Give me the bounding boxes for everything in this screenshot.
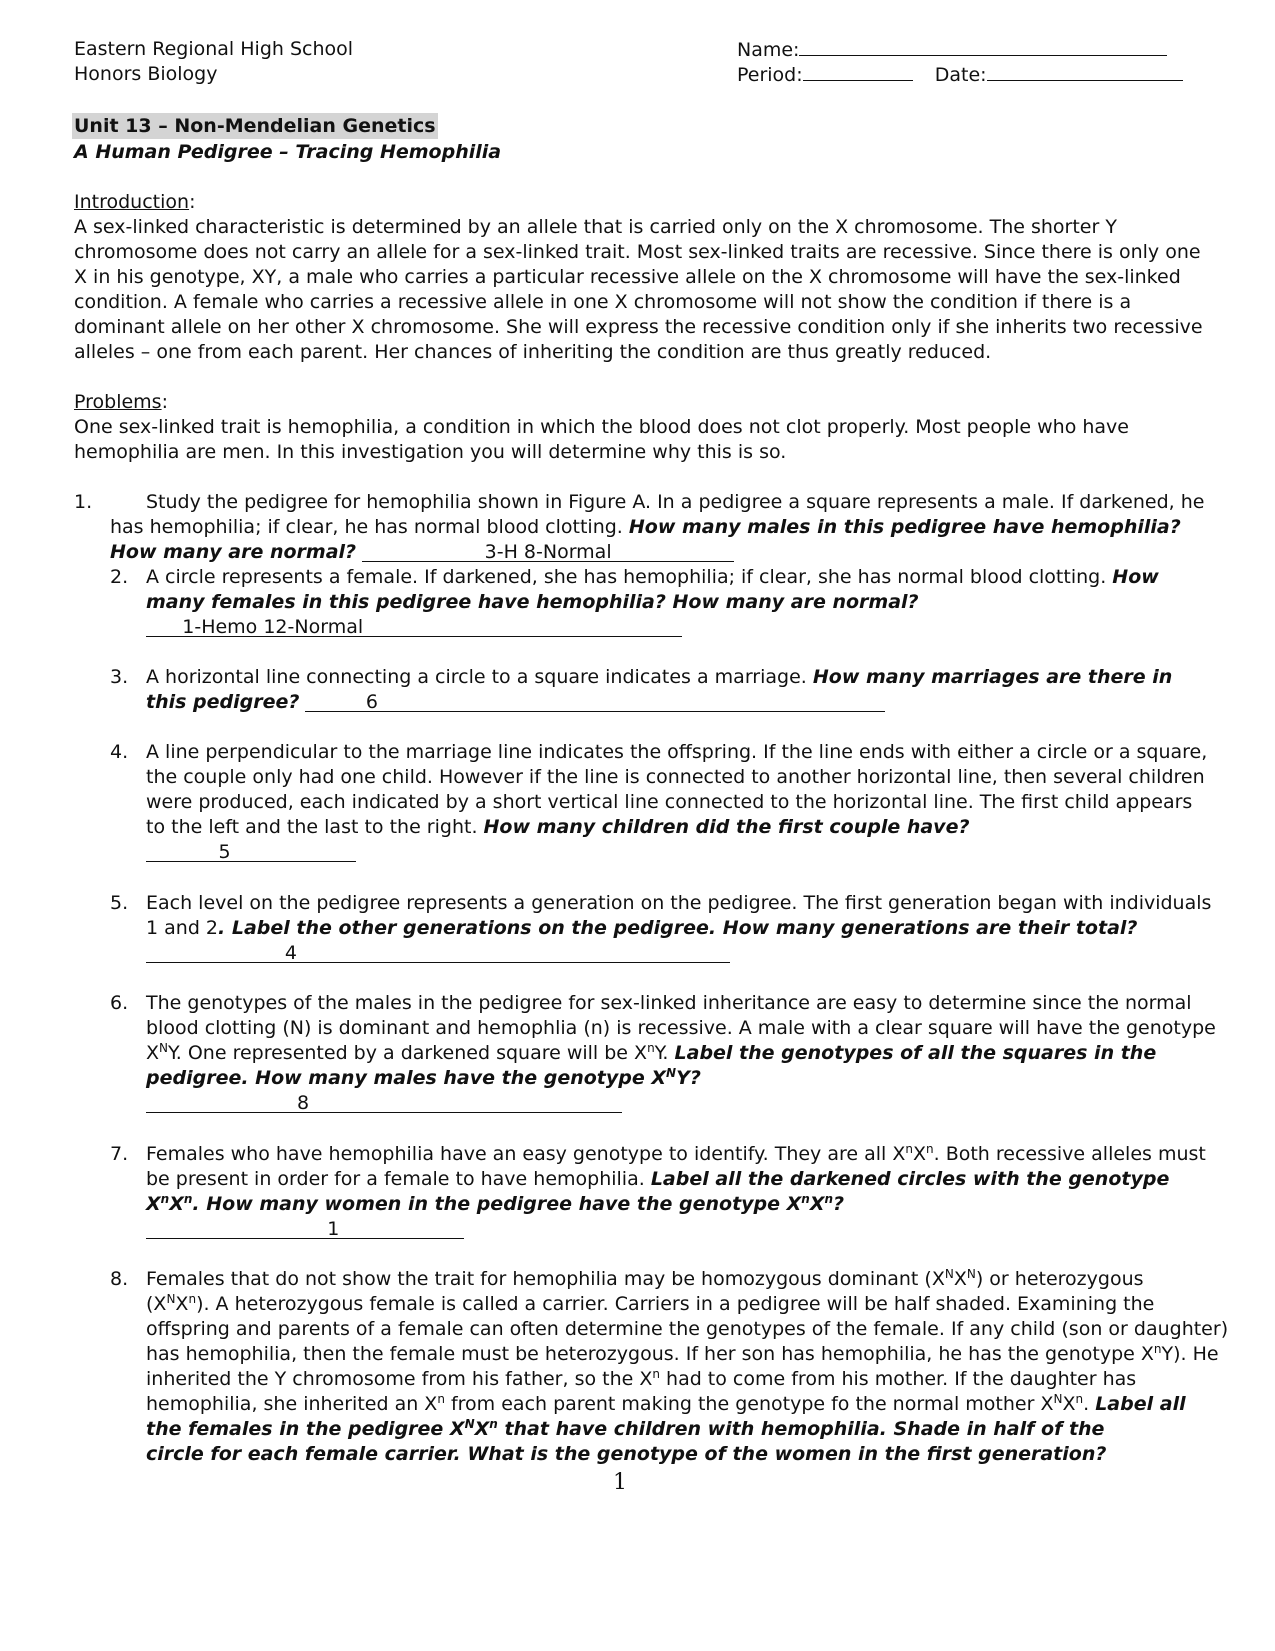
page-number: 1 xyxy=(613,1470,627,1495)
q6-text: pedigree. How many males have the genotype $X^NY$? xyxy=(146,1066,701,1089)
q4-text: A line perpendicular to the marriage line indicates the offspring. If the line ends with either a circle or a square, xyxy=(146,741,1208,763)
q6-number: 6. xyxy=(110,992,129,1014)
period-date-row xyxy=(737,61,1183,88)
q6-answer[interactable]: 8 xyxy=(146,1093,622,1113)
q6-text: $X^NY$. One represented by a darkened square will be $X^nY$. Label the genotypes of all the squares in the xyxy=(146,1041,1157,1064)
q1-text: How many are normal? 3-H 8-Normal xyxy=(110,539,734,565)
q7-text: $X^nX^n$. How many women in the pedigree have the genotype $X^nX^n$? xyxy=(146,1192,845,1215)
q1-text: Study the pedigree for hemophilia shown in Figure A. In a pedigree a square represents a male. If darkened, he xyxy=(146,491,1205,513)
q1-text: has hemophilia; if clear, he has normal blood clotting. How many males in this pedigree have hemophilia? xyxy=(110,516,1181,538)
q7-answer[interactable]: 1 xyxy=(146,1219,464,1239)
q3-number: 3. xyxy=(110,666,129,688)
q8-text: $(X^NX^n)$. A heterozygous female is called a carrier. Carriers in a pedigree will be half shaded. Examining the xyxy=(146,1292,1155,1315)
q6-answer-row xyxy=(146,1090,622,1116)
q7-answer-row xyxy=(146,1216,464,1242)
name-row xyxy=(737,36,1167,63)
q8-text: has hemophilia, then the female must be heterozygous. If her son has hemophilia, he has the genotype $X^nY$). He xyxy=(146,1342,1219,1365)
q2-text: many females in this pedigree have hemophilia? How many are normal? xyxy=(146,591,919,613)
unit-title: Unit 13 – Non-Mendelian Genetics xyxy=(74,115,436,137)
intro-line: X in his genotype, XY, a male who carries a particular recessive allele on the X chromosome will have the sex-linked xyxy=(74,266,1181,288)
course-name: Honors Biology xyxy=(74,63,218,85)
problems-line: hemophilia are men. In this investigation you will determine why this is so. xyxy=(74,441,787,463)
q3-text: this pedigree? 6 xyxy=(146,689,885,715)
q4-text: to the left and the last to the right. How many children did the first couple have? xyxy=(146,816,970,838)
q8-text: the females in the pedigree $X^NX^n$ that have children with hemophilia. Shade in half of the xyxy=(146,1417,1105,1440)
q7-text: Females who have hemophilia have an easy genotype to identify. They are all $X^nX^n$. Both recessive alleles must xyxy=(146,1142,1206,1165)
q4-answer[interactable]: 5 xyxy=(146,842,356,862)
q4-text: were produced, each indicated by a short vertical line connected to the horizontal line. The first child appears xyxy=(146,791,1193,813)
intro-line: A sex-linked characteristic is determined by an allele that is carried only on the X chromosome. The shorter Y xyxy=(74,216,1117,238)
q7-number: 7. xyxy=(110,1143,129,1165)
q4-answer-row xyxy=(146,839,356,865)
q8-text: Females that do not show the trait for hemophilia may be homozygous dominant $(X^NX^N)$ or heterozygous xyxy=(146,1267,1144,1290)
q6-text: blood clotting (N) is dominant and hemophlia (n) is recessive. A male with a clear square will have the genotype xyxy=(146,1017,1216,1039)
q6-text: The genotypes of the males in the pedigree for sex-linked inheritance are easy to determine since the normal xyxy=(146,992,1192,1014)
q4-number: 4. xyxy=(110,741,129,763)
q5-answer-row xyxy=(146,940,730,966)
q5-text: Each level on the pedigree represents a generation on the pedigree. The first generation began with individuals xyxy=(146,892,1212,914)
q8-text: inherited the Y chromosome from his father, so the $X^n$ had to come from his mother. If the daughter has xyxy=(146,1367,1137,1390)
intro-line: chromosome does not carry an allele for a sex-linked trait. Most sex-linked traits are recessive. Since there is only one xyxy=(74,241,1201,263)
problems-line: One sex-linked trait is hemophilia, a condition in which the blood does not clot properly. Most people who have xyxy=(74,416,1129,438)
q1-number: 1. xyxy=(74,491,93,513)
period-field[interactable] xyxy=(803,61,913,81)
q2-answer[interactable]: 1-Hemo 12-Normal xyxy=(146,617,682,637)
date-label: Date: xyxy=(934,64,987,86)
intro-line: alleles – one from each parent. Her chances of inheriting the condition are thus greatly reduced. xyxy=(74,341,992,363)
name-label: Name: xyxy=(737,39,800,61)
q3-text: A horizontal line connecting a circle to a square indicates a marriage. How many marriages are there in xyxy=(146,666,1173,688)
q8-number: 8. xyxy=(110,1268,129,1290)
name-field[interactable] xyxy=(799,36,1167,56)
q5-number: 5. xyxy=(110,892,129,914)
q2-answer-row xyxy=(146,614,682,640)
intro-heading: Introduction: xyxy=(74,191,196,213)
q5-text: 1 and 2. Label the other generations on the pedigree. How many generations are their total? xyxy=(146,917,1138,939)
problems-heading: Problems: xyxy=(74,391,168,413)
q2-text: A circle represents a female. If darkened, she has hemophilia; if clear, she has normal blood clotting. How xyxy=(146,566,1159,588)
intro-line: condition. A female who carries a recessive allele in one X chromosome will not show the condition if there is a xyxy=(74,291,1132,313)
q8-text: hemophilia, she inherited an $X^n$ from each parent making the genotype fo the normal mother $X^NX^n$. Label all xyxy=(146,1392,1186,1415)
q7-text: be present in order for a female to have hemophilia. Label all the darkened circles with the genotype xyxy=(146,1168,1170,1190)
q5-answer[interactable]: 4 xyxy=(146,943,730,963)
q2-number: 2. xyxy=(110,566,129,588)
intro-line: dominant allele on her other X chromosome. She will express the recessive condition only if she inherits two recessive xyxy=(74,316,1203,338)
period-label: Period: xyxy=(737,64,803,86)
worksheet-subtitle: A Human Pedigree – Tracing Hemophilia xyxy=(74,141,502,163)
q4-text: the couple only had one child. However if the line is connected to another horizontal line, then several children xyxy=(146,766,1205,788)
q8-text: offspring and parents of a female can often determine the genotypes of the female. If any child (son or daughter) xyxy=(146,1318,1229,1340)
q8-text: circle for each female carrier. What is the genotype of the women in the first generation? xyxy=(146,1443,1107,1465)
date-field[interactable] xyxy=(987,61,1183,81)
q3-answer[interactable]: 6 xyxy=(305,692,885,712)
school-name: Eastern Regional High School xyxy=(74,38,354,60)
q1-answer[interactable]: 3-H 8-Normal xyxy=(362,542,734,562)
